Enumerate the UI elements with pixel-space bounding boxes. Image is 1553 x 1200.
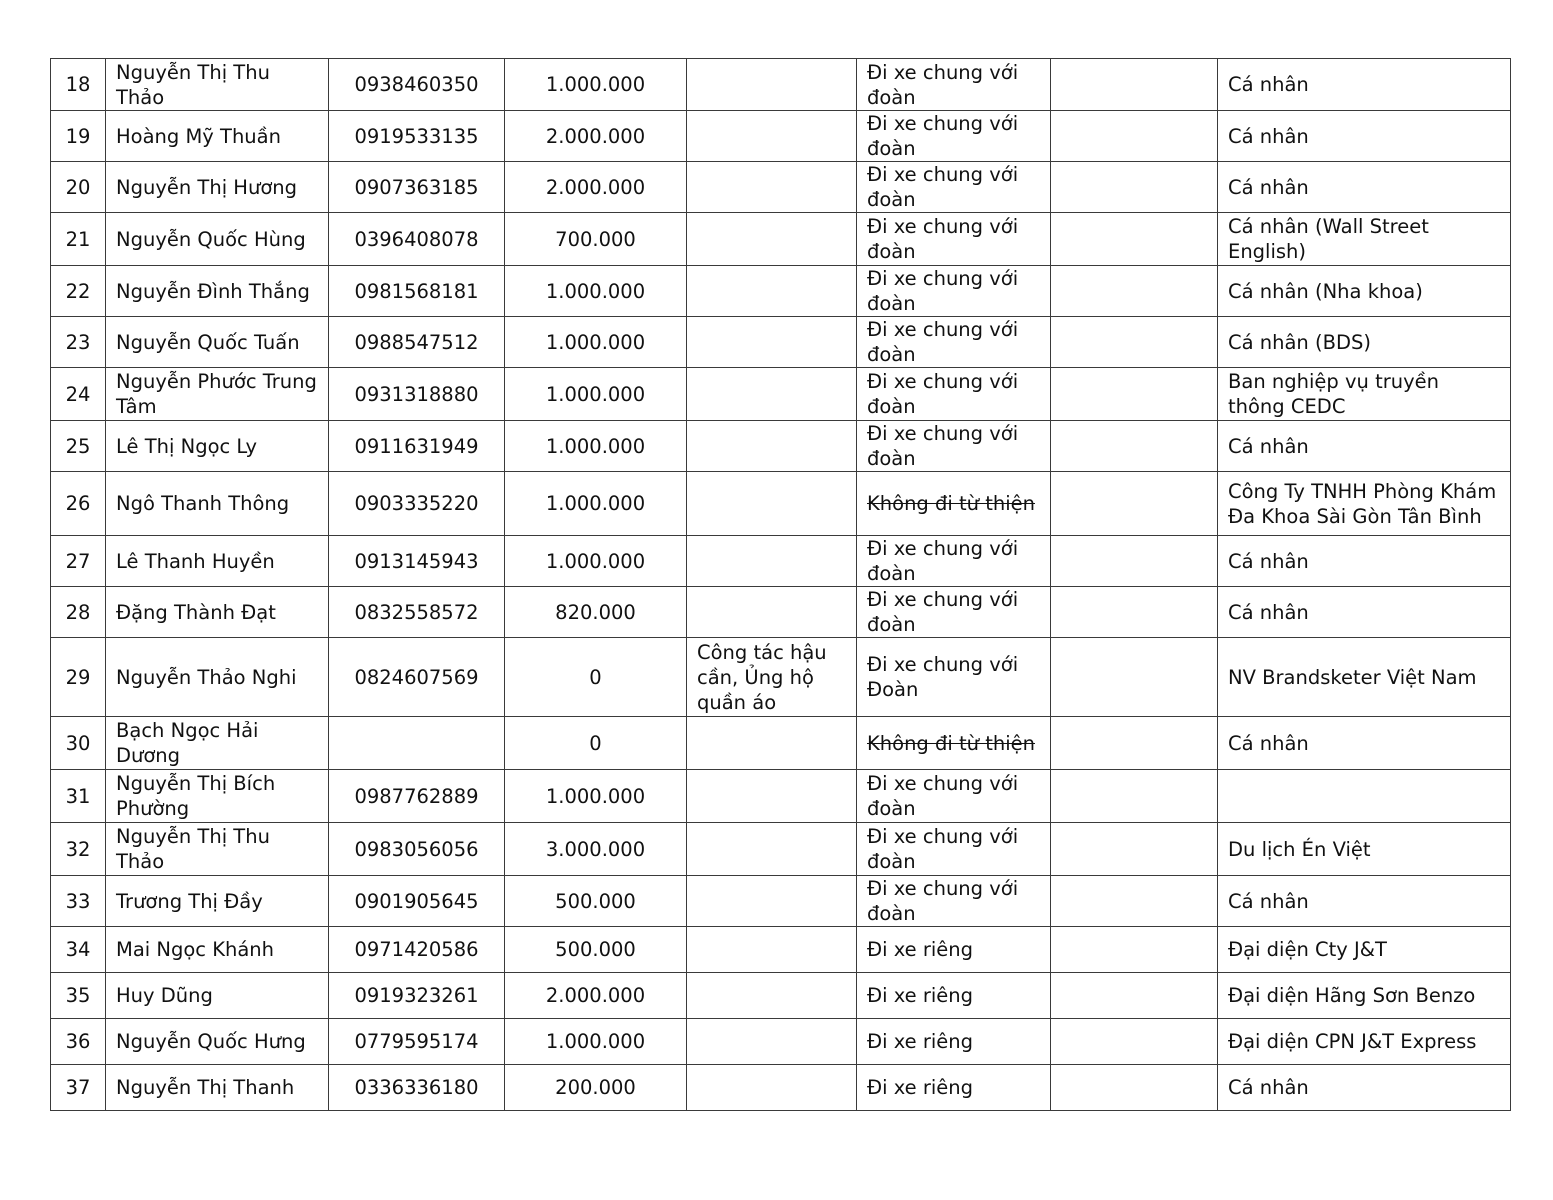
travel-cell: Đi xe chung với đoàn xyxy=(857,317,1051,368)
travel-cell: Đi xe chung với Đoàn xyxy=(857,638,1051,717)
donor-name-cell: Nguyễn Thị Thu Thảo xyxy=(106,823,329,876)
organization-cell: Cá nhân (Nha khoa) xyxy=(1218,266,1511,317)
travel-cell xyxy=(857,717,1051,770)
organization-cell: Đại diện Cty J&T xyxy=(1218,927,1511,973)
row-number-cell: 24 xyxy=(51,368,106,421)
phone-cell xyxy=(329,717,505,770)
organization-cell: Cá nhân xyxy=(1218,587,1511,638)
amount-cell: 500.000 xyxy=(505,876,687,927)
organization-cell: Cá nhân xyxy=(1218,876,1511,927)
table-row xyxy=(51,421,1511,472)
row-number-cell: 36 xyxy=(51,1019,106,1065)
organization-cell: Cá nhân xyxy=(1218,1065,1511,1111)
organization-cell: Cá nhân xyxy=(1218,536,1511,587)
blank-cell xyxy=(1051,421,1218,472)
table-row xyxy=(51,638,1511,717)
travel-cell: Đi xe chung với đoàn xyxy=(857,421,1051,472)
contribution-note-cell xyxy=(687,368,857,421)
table-row xyxy=(51,973,1511,1019)
travel-cell: Đi xe chung với đoàn xyxy=(857,111,1051,162)
table-row xyxy=(51,472,1511,536)
donor-table xyxy=(50,58,1511,1111)
row-number-cell: 37 xyxy=(51,1065,106,1111)
travel-cell: Đi xe riêng xyxy=(857,973,1051,1019)
row-number-cell: 35 xyxy=(51,973,106,1019)
phone-cell: 0987762889 xyxy=(329,770,505,823)
travel-cell: Đi xe chung với đoàn xyxy=(857,823,1051,876)
blank-cell xyxy=(1051,638,1218,717)
donor-name-cell: Nguyễn Thị Thanh xyxy=(106,1065,329,1111)
travel-cell: Đi xe chung với đoàn xyxy=(857,59,1051,111)
phone-cell: 0907363185 xyxy=(329,162,505,213)
table-row xyxy=(51,111,1511,162)
table-row xyxy=(51,213,1511,266)
table-row xyxy=(51,717,1511,770)
organization-cell: Cá nhân xyxy=(1218,421,1511,472)
donor-name-cell: Đặng Thành Đạt xyxy=(106,587,329,638)
contribution-note-cell: Công tác hậu cần, Ủng hộ quần áo xyxy=(687,638,857,717)
organization-cell: Cá nhân xyxy=(1218,162,1511,213)
row-number-cell: 22 xyxy=(51,266,106,317)
blank-cell xyxy=(1051,317,1218,368)
donor-name-cell: Mai Ngọc Khánh xyxy=(106,927,329,973)
donor-name-cell: Nguyễn Đình Thắng xyxy=(106,266,329,317)
organization-cell: Du lịch Én Việt xyxy=(1218,823,1511,876)
blank-cell xyxy=(1051,213,1218,266)
blank-cell xyxy=(1051,368,1218,421)
table-row xyxy=(51,876,1511,927)
travel-cell: Đi xe chung với đoàn xyxy=(857,213,1051,266)
organization-cell: Đại diện Hãng Sơn Benzo xyxy=(1218,973,1511,1019)
donor-name-cell: Nguyễn Thảo Nghi xyxy=(106,638,329,717)
organization-cell: Cá nhân (Wall Street English) xyxy=(1218,213,1511,266)
contribution-note-cell xyxy=(687,317,857,368)
row-number-cell: 27 xyxy=(51,536,106,587)
blank-cell xyxy=(1051,876,1218,927)
phone-cell: 0336336180 xyxy=(329,1065,505,1111)
donor-name-cell: Huy Dũng xyxy=(106,973,329,1019)
phone-cell: 0779595174 xyxy=(329,1019,505,1065)
row-number-cell: 30 xyxy=(51,717,106,770)
travel-cell: Đi xe riêng xyxy=(857,1019,1051,1065)
amount-cell: 2.000.000 xyxy=(505,162,687,213)
organization-cell: Cá nhân xyxy=(1218,717,1511,770)
blank-cell xyxy=(1051,1065,1218,1111)
blank-cell xyxy=(1051,770,1218,823)
travel-cell: Đi xe chung với đoàn xyxy=(857,770,1051,823)
contribution-note-cell xyxy=(687,717,857,770)
contribution-note-cell xyxy=(687,266,857,317)
table-row xyxy=(51,59,1511,111)
contribution-note-cell xyxy=(687,973,857,1019)
amount-cell: 1.000.000 xyxy=(505,317,687,368)
amount-cell: 1.000.000 xyxy=(505,368,687,421)
phone-cell: 0903335220 xyxy=(329,472,505,536)
blank-cell xyxy=(1051,587,1218,638)
donor-name-cell: Nguyễn Thị Hương xyxy=(106,162,329,213)
row-number-cell: 33 xyxy=(51,876,106,927)
travel-cell: Đi xe chung với đoàn xyxy=(857,876,1051,927)
table-row xyxy=(51,162,1511,213)
row-number-cell: 26 xyxy=(51,472,106,536)
phone-cell: 0824607569 xyxy=(329,638,505,717)
phone-cell: 0983056056 xyxy=(329,823,505,876)
amount-cell: 1.000.000 xyxy=(505,421,687,472)
amount-cell: 0 xyxy=(505,717,687,770)
blank-cell xyxy=(1051,111,1218,162)
phone-cell: 0919323261 xyxy=(329,973,505,1019)
struck-travel-text: Không đi từ thiện xyxy=(867,492,1035,515)
travel-cell xyxy=(857,472,1051,536)
amount-cell: 2.000.000 xyxy=(505,111,687,162)
donor-name-cell: Nguyễn Thị Bích Phường xyxy=(106,770,329,823)
blank-cell xyxy=(1051,266,1218,317)
phone-cell: 0988547512 xyxy=(329,317,505,368)
phone-cell: 0911631949 xyxy=(329,421,505,472)
row-number-cell: 29 xyxy=(51,638,106,717)
table-row xyxy=(51,1019,1511,1065)
amount-cell: 1.000.000 xyxy=(505,770,687,823)
organization-cell: Cá nhân xyxy=(1218,59,1511,111)
contribution-note-cell xyxy=(687,213,857,266)
donor-name-cell: Nguyễn Quốc Hưng xyxy=(106,1019,329,1065)
amount-cell: 1.000.000 xyxy=(505,59,687,111)
organization-cell xyxy=(1218,770,1511,823)
organization-cell: Cá nhân (BDS) xyxy=(1218,317,1511,368)
contribution-note-cell xyxy=(687,536,857,587)
amount-cell: 3.000.000 xyxy=(505,823,687,876)
amount-cell: 1.000.000 xyxy=(505,1019,687,1065)
row-number-cell: 25 xyxy=(51,421,106,472)
phone-cell: 0396408078 xyxy=(329,213,505,266)
travel-cell: Đi xe riêng xyxy=(857,1065,1051,1111)
amount-cell: 1.000.000 xyxy=(505,536,687,587)
table-row xyxy=(51,927,1511,973)
donor-name-cell: Hoàng Mỹ Thuần xyxy=(106,111,329,162)
table-row xyxy=(51,317,1511,368)
table-row xyxy=(51,536,1511,587)
amount-cell: 0 xyxy=(505,638,687,717)
phone-cell: 0901905645 xyxy=(329,876,505,927)
amount-cell: 200.000 xyxy=(505,1065,687,1111)
contribution-note-cell xyxy=(687,162,857,213)
blank-cell xyxy=(1051,59,1218,111)
blank-cell xyxy=(1051,823,1218,876)
travel-cell: Đi xe chung với đoàn xyxy=(857,162,1051,213)
contribution-note-cell xyxy=(687,927,857,973)
donor-name-cell: Lê Thị Ngọc Ly xyxy=(106,421,329,472)
contribution-note-cell xyxy=(687,111,857,162)
contribution-note-cell xyxy=(687,770,857,823)
row-number-cell: 23 xyxy=(51,317,106,368)
contribution-note-cell xyxy=(687,876,857,927)
row-number-cell: 32 xyxy=(51,823,106,876)
contribution-note-cell xyxy=(687,823,857,876)
contribution-note-cell xyxy=(687,472,857,536)
donor-name-cell: Nguyễn Quốc Hùng xyxy=(106,213,329,266)
table-row xyxy=(51,823,1511,876)
donor-name-cell: Nguyễn Thị Thu Thảo xyxy=(106,59,329,111)
blank-cell xyxy=(1051,1019,1218,1065)
row-number-cell: 28 xyxy=(51,587,106,638)
amount-cell: 500.000 xyxy=(505,927,687,973)
travel-cell: Đi xe chung với đoàn xyxy=(857,536,1051,587)
phone-cell: 0931318880 xyxy=(329,368,505,421)
blank-cell xyxy=(1051,927,1218,973)
travel-cell: Đi xe riêng xyxy=(857,927,1051,973)
row-number-cell: 20 xyxy=(51,162,106,213)
amount-cell: 1.000.000 xyxy=(505,266,687,317)
row-number-cell: 19 xyxy=(51,111,106,162)
struck-travel-text: Không đi từ thiện xyxy=(867,731,1035,755)
row-number-cell: 21 xyxy=(51,213,106,266)
organization-cell: NV Brandsketer Việt Nam xyxy=(1218,638,1511,717)
contribution-note-cell xyxy=(687,59,857,111)
contribution-note-cell xyxy=(687,421,857,472)
blank-cell xyxy=(1051,973,1218,1019)
phone-cell: 0938460350 xyxy=(329,59,505,111)
row-number-cell: 31 xyxy=(51,770,106,823)
organization-cell: Công Ty TNHH Phòng Khám Đa Khoa Sài Gòn Tân Bình xyxy=(1218,472,1511,536)
blank-cell xyxy=(1051,472,1218,536)
organization-cell: Cá nhân xyxy=(1218,111,1511,162)
table-row xyxy=(51,770,1511,823)
row-number-cell: 18 xyxy=(51,59,106,111)
travel-cell: Đi xe chung với đoàn xyxy=(857,368,1051,421)
phone-cell: 0981568181 xyxy=(329,266,505,317)
amount-cell: 820.000 xyxy=(505,587,687,638)
blank-cell xyxy=(1051,536,1218,587)
blank-cell xyxy=(1051,717,1218,770)
amount-cell: 700.000 xyxy=(505,213,687,266)
amount-cell: 1.000.000 xyxy=(505,472,687,536)
phone-cell: 0971420586 xyxy=(329,927,505,973)
row-number-cell: 34 xyxy=(51,927,106,973)
donor-name-cell: Nguyễn Quốc Tuấn xyxy=(106,317,329,368)
amount-cell: 2.000.000 xyxy=(505,973,687,1019)
travel-cell: Đi xe chung với đoàn xyxy=(857,587,1051,638)
phone-cell: 0913145943 xyxy=(329,536,505,587)
phone-cell: 0919533135 xyxy=(329,111,505,162)
table-row xyxy=(51,587,1511,638)
contribution-note-cell xyxy=(687,1065,857,1111)
contribution-note-cell xyxy=(687,1019,857,1065)
organization-cell: Ban nghiệp vụ truyền thông CEDC xyxy=(1218,368,1511,421)
blank-cell xyxy=(1051,162,1218,213)
organization-cell: Đại diện CPN J&T Express xyxy=(1218,1019,1511,1065)
table-row xyxy=(51,266,1511,317)
donor-name-cell: Ngô Thanh Thông xyxy=(106,472,329,536)
contribution-note-cell xyxy=(687,587,857,638)
donor-name-cell: Trương Thị Đầy xyxy=(106,876,329,927)
donor-name-cell: Lê Thanh Huyền xyxy=(106,536,329,587)
donor-name-cell: Bạch Ngọc Hải Dương xyxy=(106,717,329,770)
phone-cell: 0832558572 xyxy=(329,587,505,638)
table-row xyxy=(51,1065,1511,1111)
table-row xyxy=(51,368,1511,421)
travel-cell: Đi xe chung với đoàn xyxy=(857,266,1051,317)
donor-table-body xyxy=(51,59,1511,1111)
donor-name-cell: Nguyễn Phước Trung Tâm xyxy=(106,368,329,421)
